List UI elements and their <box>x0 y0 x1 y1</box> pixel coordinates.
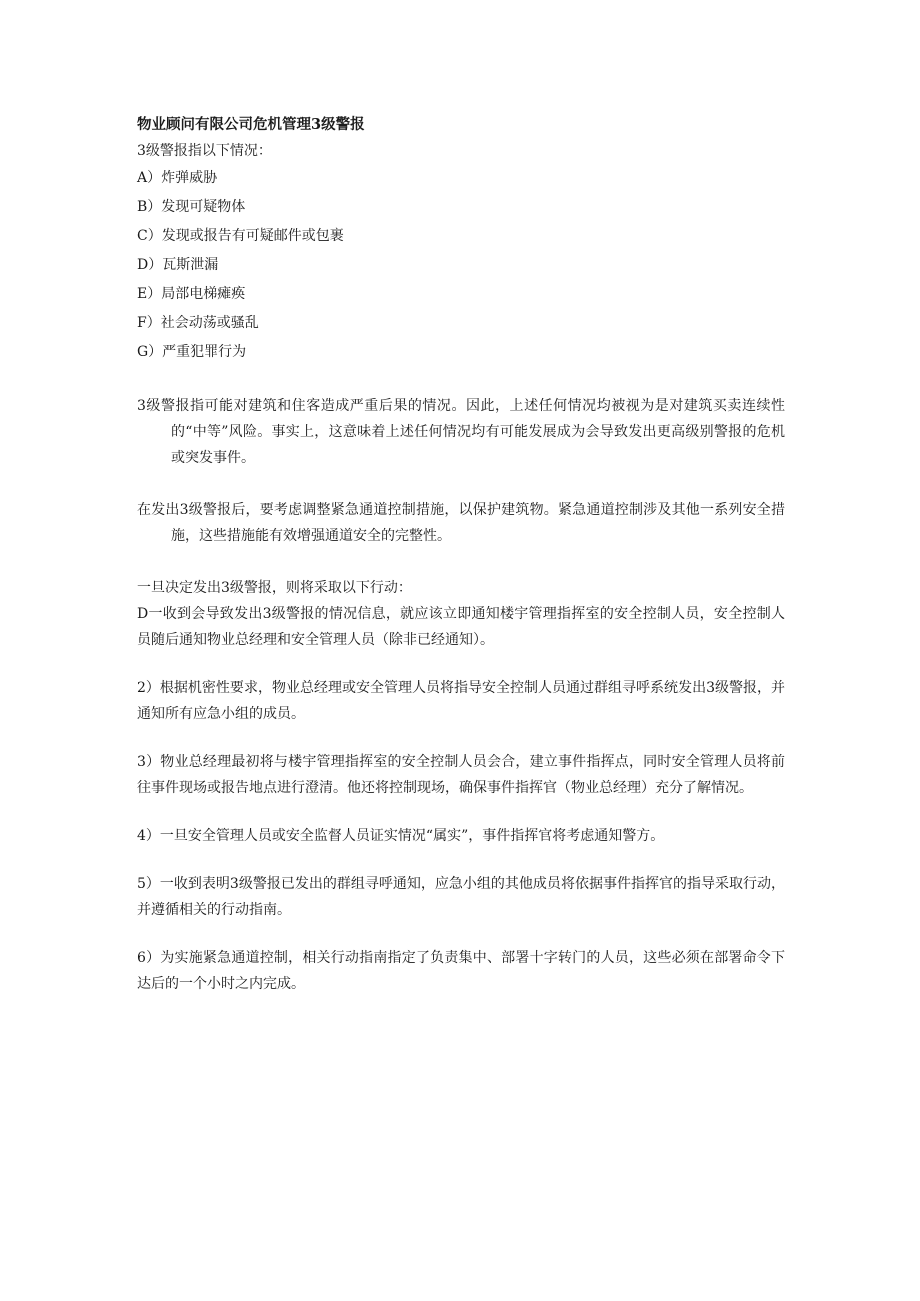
document-title: 物业顾问有限公司危机管理3级警报 <box>137 116 365 133</box>
situation-list <box>137 164 785 367</box>
list-item: D）瓦斯泄漏 <box>137 257 219 273</box>
list-item: C）发现或报告有可疑邮件或包裹 <box>137 228 344 244</box>
list-item: B）发现可疑物体 <box>137 199 246 215</box>
paragraph-access-control: 在发出3级警报后，要考虑调整紧急通道控制措施，以保护建筑物。紧急通道控制涉及其他一系列安全措施，这些措施能有效增强通道安全的完整性。 <box>137 502 785 544</box>
actions-intro: 一旦决定发出3级警报，则将采取以下行动： <box>137 580 412 596</box>
list-item: A）炸弹威胁 <box>137 170 218 186</box>
action-step: 5）一收到表明3级警报已发出的群组寻呼通知，应急小组的其他成员将依据事件指挥官的指导采取行动，并遵循相关的行动指南。 <box>137 876 785 918</box>
action-step: D一收到会导致发出3级警报的情况信息，就应该立即通知楼宇管理指挥室的安全控制人员，安全控制人员随后通知物业总经理和安全管理人员（除非已经通知）。 <box>137 606 785 648</box>
intro-line: 3级警报指以下情况： <box>137 143 272 159</box>
list-item: G）严重犯罪行为 <box>137 344 247 360</box>
action-step: 3）物业总经理最初将与楼宇管理指挥室的安全控制人员会合，建立事件指挥点，同时安全管理人员将前往事件现场或报告地点进行澄清。他还将控制现场，确保事件指挥官（物业总经理）充分了解情况。 <box>137 754 785 796</box>
document-body <box>137 112 785 997</box>
paragraph-risk: 3级警报指可能对建筑和住客造成严重后果的情况。因此，上述任何情况均被视为是对建筑买卖连续性的“中等”风险。事实上，这意味着上述任何情况均有可能发展成为会导致发出更高级别警报的危机或突发事件。 <box>137 398 785 466</box>
action-step: 4）一旦安全管理人员或安全监督人员证实情况“属实”，事件指挥官将考虑通知警方。 <box>137 828 665 844</box>
list-item: E）局部电梯瘫痪 <box>137 286 246 302</box>
action-step: 6）为实施紧急通道控制，相关行动指南指定了负责集中、部署十字转门的人员，这些必须在部署命令下达后的一个小时之内完成。 <box>137 950 785 992</box>
list-item: F）社会动荡或骚乱 <box>137 315 259 331</box>
action-step: 2）根据机密性要求，物业总经理或安全管理人员将指导安全控制人员通过群组寻呼系统发出3级警报，并通知所有应急小组的成员。 <box>137 680 785 722</box>
